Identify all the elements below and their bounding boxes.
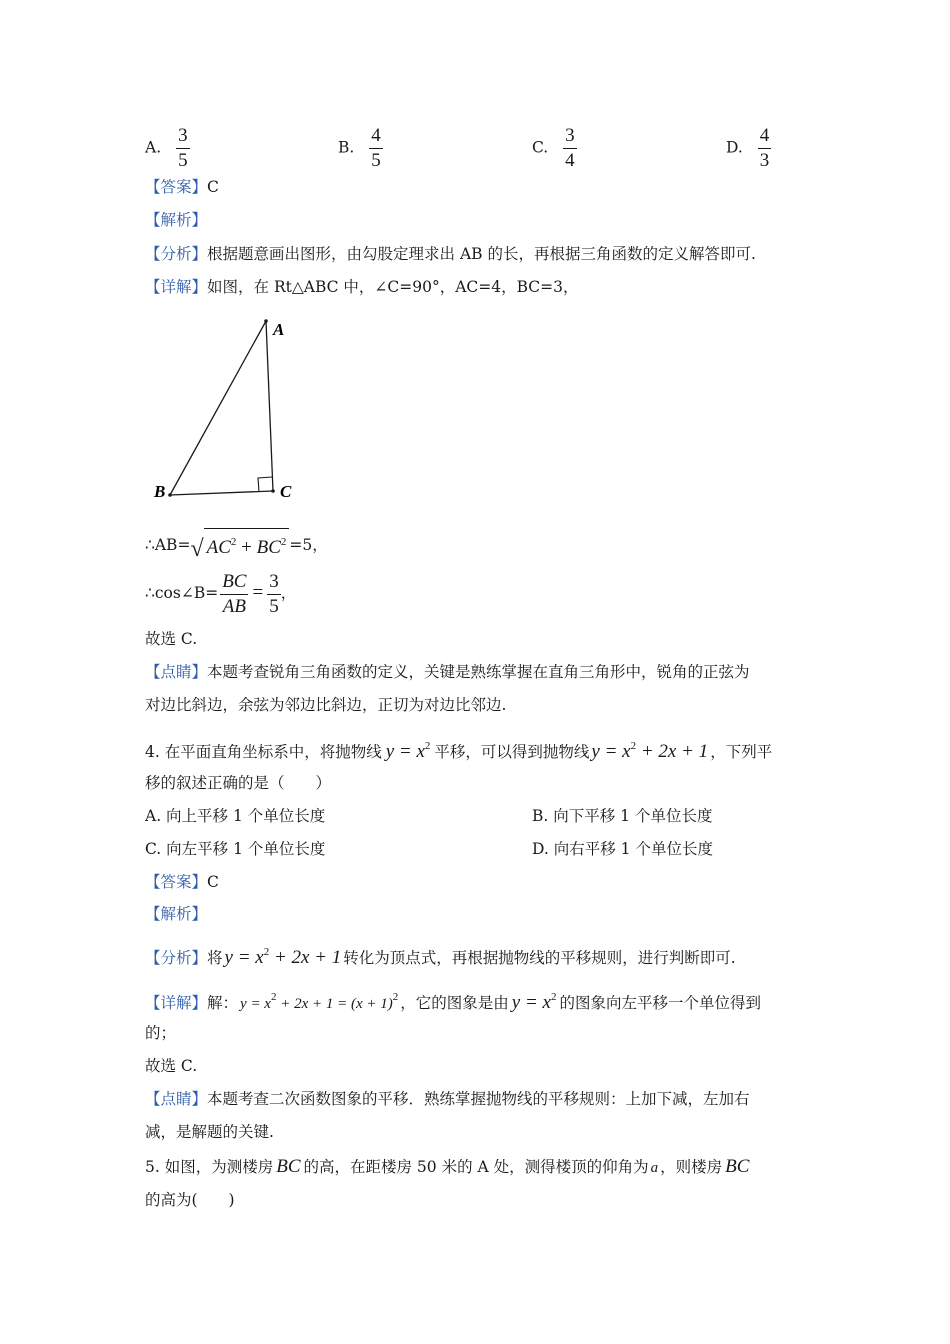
q3-analysis-heading: 【解析】: [145, 211, 208, 229]
sqrt-expression: √ $AC^2 + BC^2$: [190, 528, 289, 564]
q3-conclusion: 故选 C.: [145, 630, 198, 648]
q4-conclusion: 故选 C.: [145, 1057, 198, 1075]
q3-answer: 【答案】C: [145, 178, 219, 196]
q3-dianjing-1: 【点睛】本题考查锐角三角函数的定义，关键是熟练掌握在直角三角形中，锐角的正弦为: [145, 663, 750, 681]
q4-stem-1: 4. 在平面直角坐标系中，将抛物线 $y = x^2$ 平移，可以得到抛物线 $y = x^2 + 2x + 1$ ，下列平: [145, 740, 773, 762]
right-angle-mark: [258, 477, 272, 492]
option-letter: C.: [532, 138, 549, 157]
option-fraction: $\frac{4}{5}$: [371, 125, 381, 171]
q4-stem-2: 移的叙述正确的是（ ）: [145, 774, 332, 792]
q3-option-b: [338, 126, 383, 171]
q4-analysis-heading: 【解析】: [145, 905, 208, 923]
option-fraction: $\frac{3}{5}$: [178, 125, 188, 171]
option-fraction: $\frac{3}{4}$: [565, 125, 575, 171]
label-b: B: [154, 482, 166, 501]
fraction-3-5: $\frac{3}{5}$: [269, 570, 279, 617]
q3-dianjing-2: 对边比斜边，余弦为邻边比斜边，正切为对边比邻边.: [145, 696, 507, 714]
q3-ab-formula: ∴AB=√ $AC^2 + BC^2 =5$，: [145, 528, 328, 564]
q4-detail-2: 的；: [145, 1024, 177, 1042]
q4-fenxi: 【分析】将 $y = x^2 + 2x + 1$ 转化为顶点式，再根据抛物线的平移规则，进行判断即可.: [145, 946, 736, 968]
q4-option-c: C. 向左平移 1 个单位长度: [145, 840, 326, 858]
label-a: A: [273, 320, 285, 339]
q4-option-b: B. 向下平移 1 个单位长度: [532, 807, 713, 825]
vertex-c: [271, 489, 275, 493]
q4-detail: 【详解】解： $y = x^2 + 2x + 1 = (x + 1)^2$ ，它的图象是由 $y = x^2$ 的图象向左平移一个单位得到: [145, 991, 761, 1013]
q4-option-d: D. 向右平移 1 个单位长度: [532, 840, 713, 858]
q3-cos-formula: ∴cos∠B= $\frac{BC}{AB}$ = $\frac{3}{5}$ ，: [145, 570, 297, 617]
option-letter: A.: [145, 138, 162, 157]
side-bc: [170, 491, 273, 495]
option-letter: D.: [726, 138, 743, 157]
q3-detail: 【详解】如图，在 Rt△ABC 中，∠C=90°，AC=4，BC=3，: [145, 278, 579, 296]
option-fraction: $\frac{4}{3}$: [759, 125, 770, 171]
q4-dianjing-2: 减，是解题的关键.: [145, 1123, 274, 1141]
q4-answer: 【答案】C: [145, 873, 219, 891]
q4-dianjing-1: 【点睛】本题考查二次函数图象的平移．熟练掌握抛物线的平移规则：上加下减，左加右: [145, 1090, 750, 1108]
q5-stem-2: 的高为( ): [145, 1191, 235, 1209]
option-letter: B.: [338, 138, 355, 157]
vertex-a: [264, 319, 268, 323]
q5-stem-1: 5. 如图，为测楼房 BC 的高，在距楼房 50 米的 A 处，测得楼顶的仰角为 a ，则楼房 BC: [145, 1156, 750, 1177]
q3-option-c: [532, 126, 577, 171]
side-ac: [266, 321, 273, 491]
q3-fenxi: 【分析】根据题意画出图形，由勾股定理求出 AB 的长，再根据三角函数的定义解答即可.: [145, 245, 756, 263]
triangle-figure: [140, 305, 320, 510]
vertex-b: [168, 493, 172, 497]
q3-option-d: [726, 126, 771, 171]
q3-option-a: [145, 126, 190, 171]
q4-option-a: A. 向上平移 1 个单位长度: [145, 807, 326, 825]
label-c: C: [280, 482, 292, 501]
side-ab: [170, 321, 266, 495]
fraction-bc-ab: $\frac{BC}{AB}$: [222, 570, 247, 617]
radical-sign: √: [190, 536, 204, 562]
